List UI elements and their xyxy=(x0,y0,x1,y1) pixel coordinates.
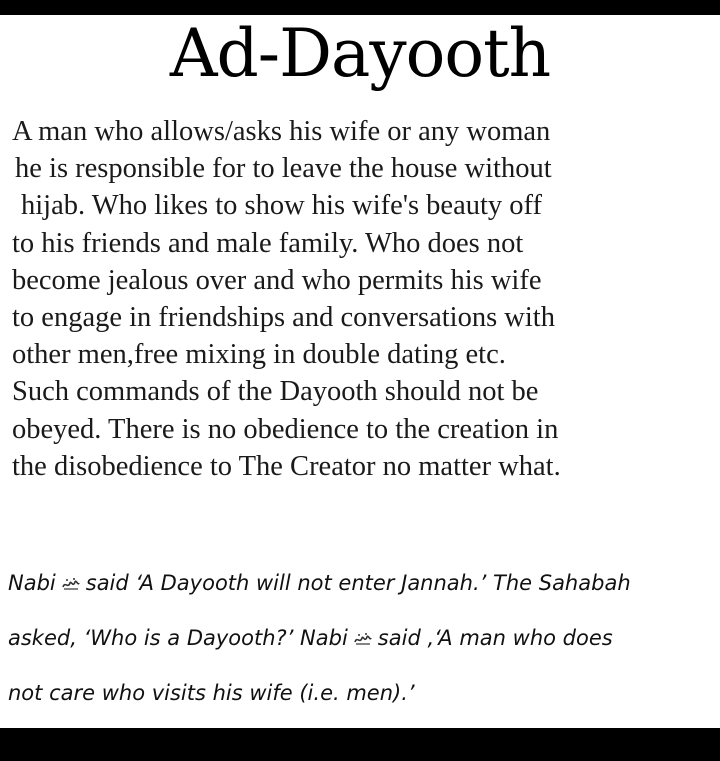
hadith-line xyxy=(8,556,713,611)
definition-line: to his friends and male family. Who does not xyxy=(12,227,524,259)
definition-line: obeyed. There is no obedience to the creation in xyxy=(12,413,559,445)
salawat-calligraphy-icon xyxy=(62,577,80,591)
hadith-text: said ‘A Dayooth will not enter Jannah.’ The Sahabah xyxy=(85,571,631,595)
hadith-text: asked, ‘Who is a Dayooth?’ Nabi xyxy=(8,626,348,650)
hadith-text: Nabi xyxy=(8,571,56,595)
text-card xyxy=(0,15,720,728)
definition-line: to engage in friendships and conversations with xyxy=(12,302,555,334)
definition-line: he is responsible for to leave the house without xyxy=(15,153,552,185)
definition-line: A man who allows/asks his wife or any woman xyxy=(12,116,551,147)
page-title: Ad-Dayooth xyxy=(169,15,551,92)
hadith-text: said ,‘A man who does xyxy=(377,626,613,650)
salawat-calligraphy-icon xyxy=(354,632,372,646)
hadith-quote xyxy=(8,556,713,721)
definition-line: become jealous over and who permits his wife xyxy=(12,264,542,296)
definition-line: other men,free mixing in double dating etc. xyxy=(12,339,506,371)
hadith-line: not care who visits his wife (i.e. men).’ xyxy=(8,681,415,705)
definition-line: the disobedience to The Creator no matter what. xyxy=(12,450,561,482)
definition-paragraph xyxy=(12,113,717,485)
definition-line: hijab. Who likes to show his wife's beauty off xyxy=(21,190,542,222)
hadith-line xyxy=(8,611,713,666)
definition-line: Such commands of the Dayooth should not be xyxy=(12,376,539,408)
